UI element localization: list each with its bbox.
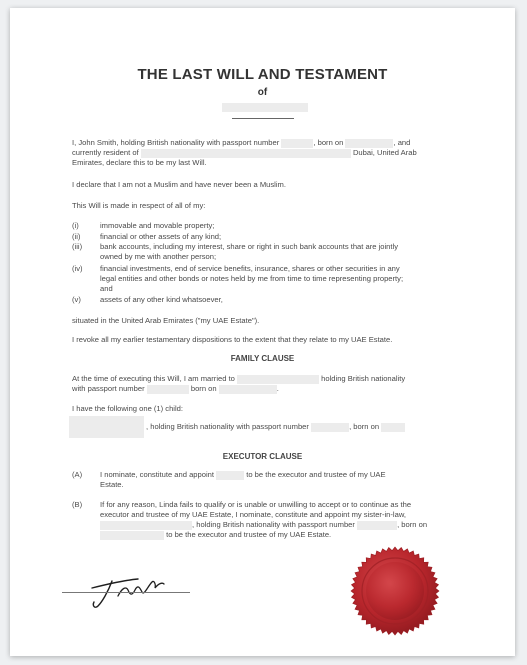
clause-b-text: If for any reason, Linda fails to qualify or is unable or unwilling to accept or to continue as the executor and trustee of my UAE Estate, I nominate, constitute and appoint my sister-in-law, , holding British nationality with passport number , born on to be the executor and trustee of my UAE Estate. bbox=[100, 500, 428, 539]
signature-line bbox=[62, 592, 190, 593]
intro-line-2: currently resident of Dubai, United Arab bbox=[72, 148, 417, 157]
spouse-passport-redaction bbox=[147, 385, 189, 394]
passport-redaction bbox=[281, 139, 313, 148]
child-dob-redaction bbox=[381, 423, 405, 432]
asset-item-5: assets of any other kind whatsoever, bbox=[100, 295, 223, 304]
dob-redaction bbox=[345, 139, 393, 148]
alt-executor-dob-redaction bbox=[100, 531, 164, 540]
executor-clause-heading: EXECUTOR CLAUSE bbox=[222, 452, 303, 461]
asset-num-5: (v) bbox=[72, 295, 81, 304]
married-paragraph: At the time of executing this Will, I am married to holding British nationality with passport number born on . bbox=[72, 374, 406, 393]
revoke-paragraph: I revoke all my earlier testamentary dispositions to the extent that they relate to my UAE Estate. bbox=[72, 335, 393, 344]
child-details: , holding British nationality with passport number , born on bbox=[146, 422, 476, 432]
declaration-paragraph: I declare that I am not a Muslim and have never been a Muslim. bbox=[72, 180, 286, 189]
will-document-page bbox=[10, 8, 515, 656]
asset-num-2: (ii) bbox=[72, 232, 81, 241]
child-name-redaction bbox=[69, 416, 144, 438]
testator-name-redaction bbox=[222, 103, 308, 112]
asset-num-3: (iii) bbox=[72, 242, 83, 251]
situated-paragraph: situated in the United Arab Emirates ("my UAE Estate"). bbox=[72, 316, 260, 325]
signature-icon bbox=[78, 566, 188, 610]
alt-executor-passport-redaction bbox=[357, 521, 397, 530]
intro-paragraph bbox=[72, 138, 467, 168]
asset-item-3: bank accounts, including my interest, share or right in such bank accounts that are jointly owned by me with another person; bbox=[100, 242, 399, 261]
asset-item-1: immovable and movable property; bbox=[100, 221, 215, 230]
intro-line-1: I, John Smith, holding British nationality with passport number , born on , and bbox=[72, 138, 411, 147]
intro-line-3: Emirates, declare this to be my last Will. bbox=[72, 158, 207, 167]
child-passport-redaction bbox=[311, 423, 349, 432]
clause-a-text: I nominate, constitute and appoint to be the executor and trustee of my UAE Estate. bbox=[100, 470, 386, 489]
testator-name-underline bbox=[232, 118, 294, 119]
document-of-label: of bbox=[257, 87, 268, 98]
respect-paragraph: This Will is made in respect of all of my: bbox=[72, 201, 206, 210]
address-redaction bbox=[141, 149, 351, 158]
spouse-name-redaction bbox=[237, 375, 319, 384]
wax-seal-icon bbox=[348, 544, 442, 638]
asset-num-1: (i) bbox=[72, 221, 79, 230]
family-clause-heading: FAMILY CLAUSE bbox=[230, 354, 295, 363]
clause-a-num: (A) bbox=[72, 470, 83, 479]
spouse-dob-redaction bbox=[219, 385, 277, 394]
child-intro-paragraph: I have the following one (1) child: bbox=[72, 404, 184, 413]
alt-executor-name-redaction bbox=[100, 521, 192, 530]
document-title: THE LAST WILL AND TESTAMENT bbox=[137, 66, 388, 83]
asset-num-4: (iv) bbox=[72, 264, 83, 273]
clause-b-num: (B) bbox=[72, 500, 83, 509]
executor-name-redaction bbox=[216, 471, 244, 480]
asset-item-2: financial or other assets of any kind; bbox=[100, 232, 222, 241]
asset-item-4: financial investments, end of service benefits, insurance, shares or other securities in any legal entities and other bonds or notes held by me from time to time representing property; and bbox=[100, 264, 404, 293]
